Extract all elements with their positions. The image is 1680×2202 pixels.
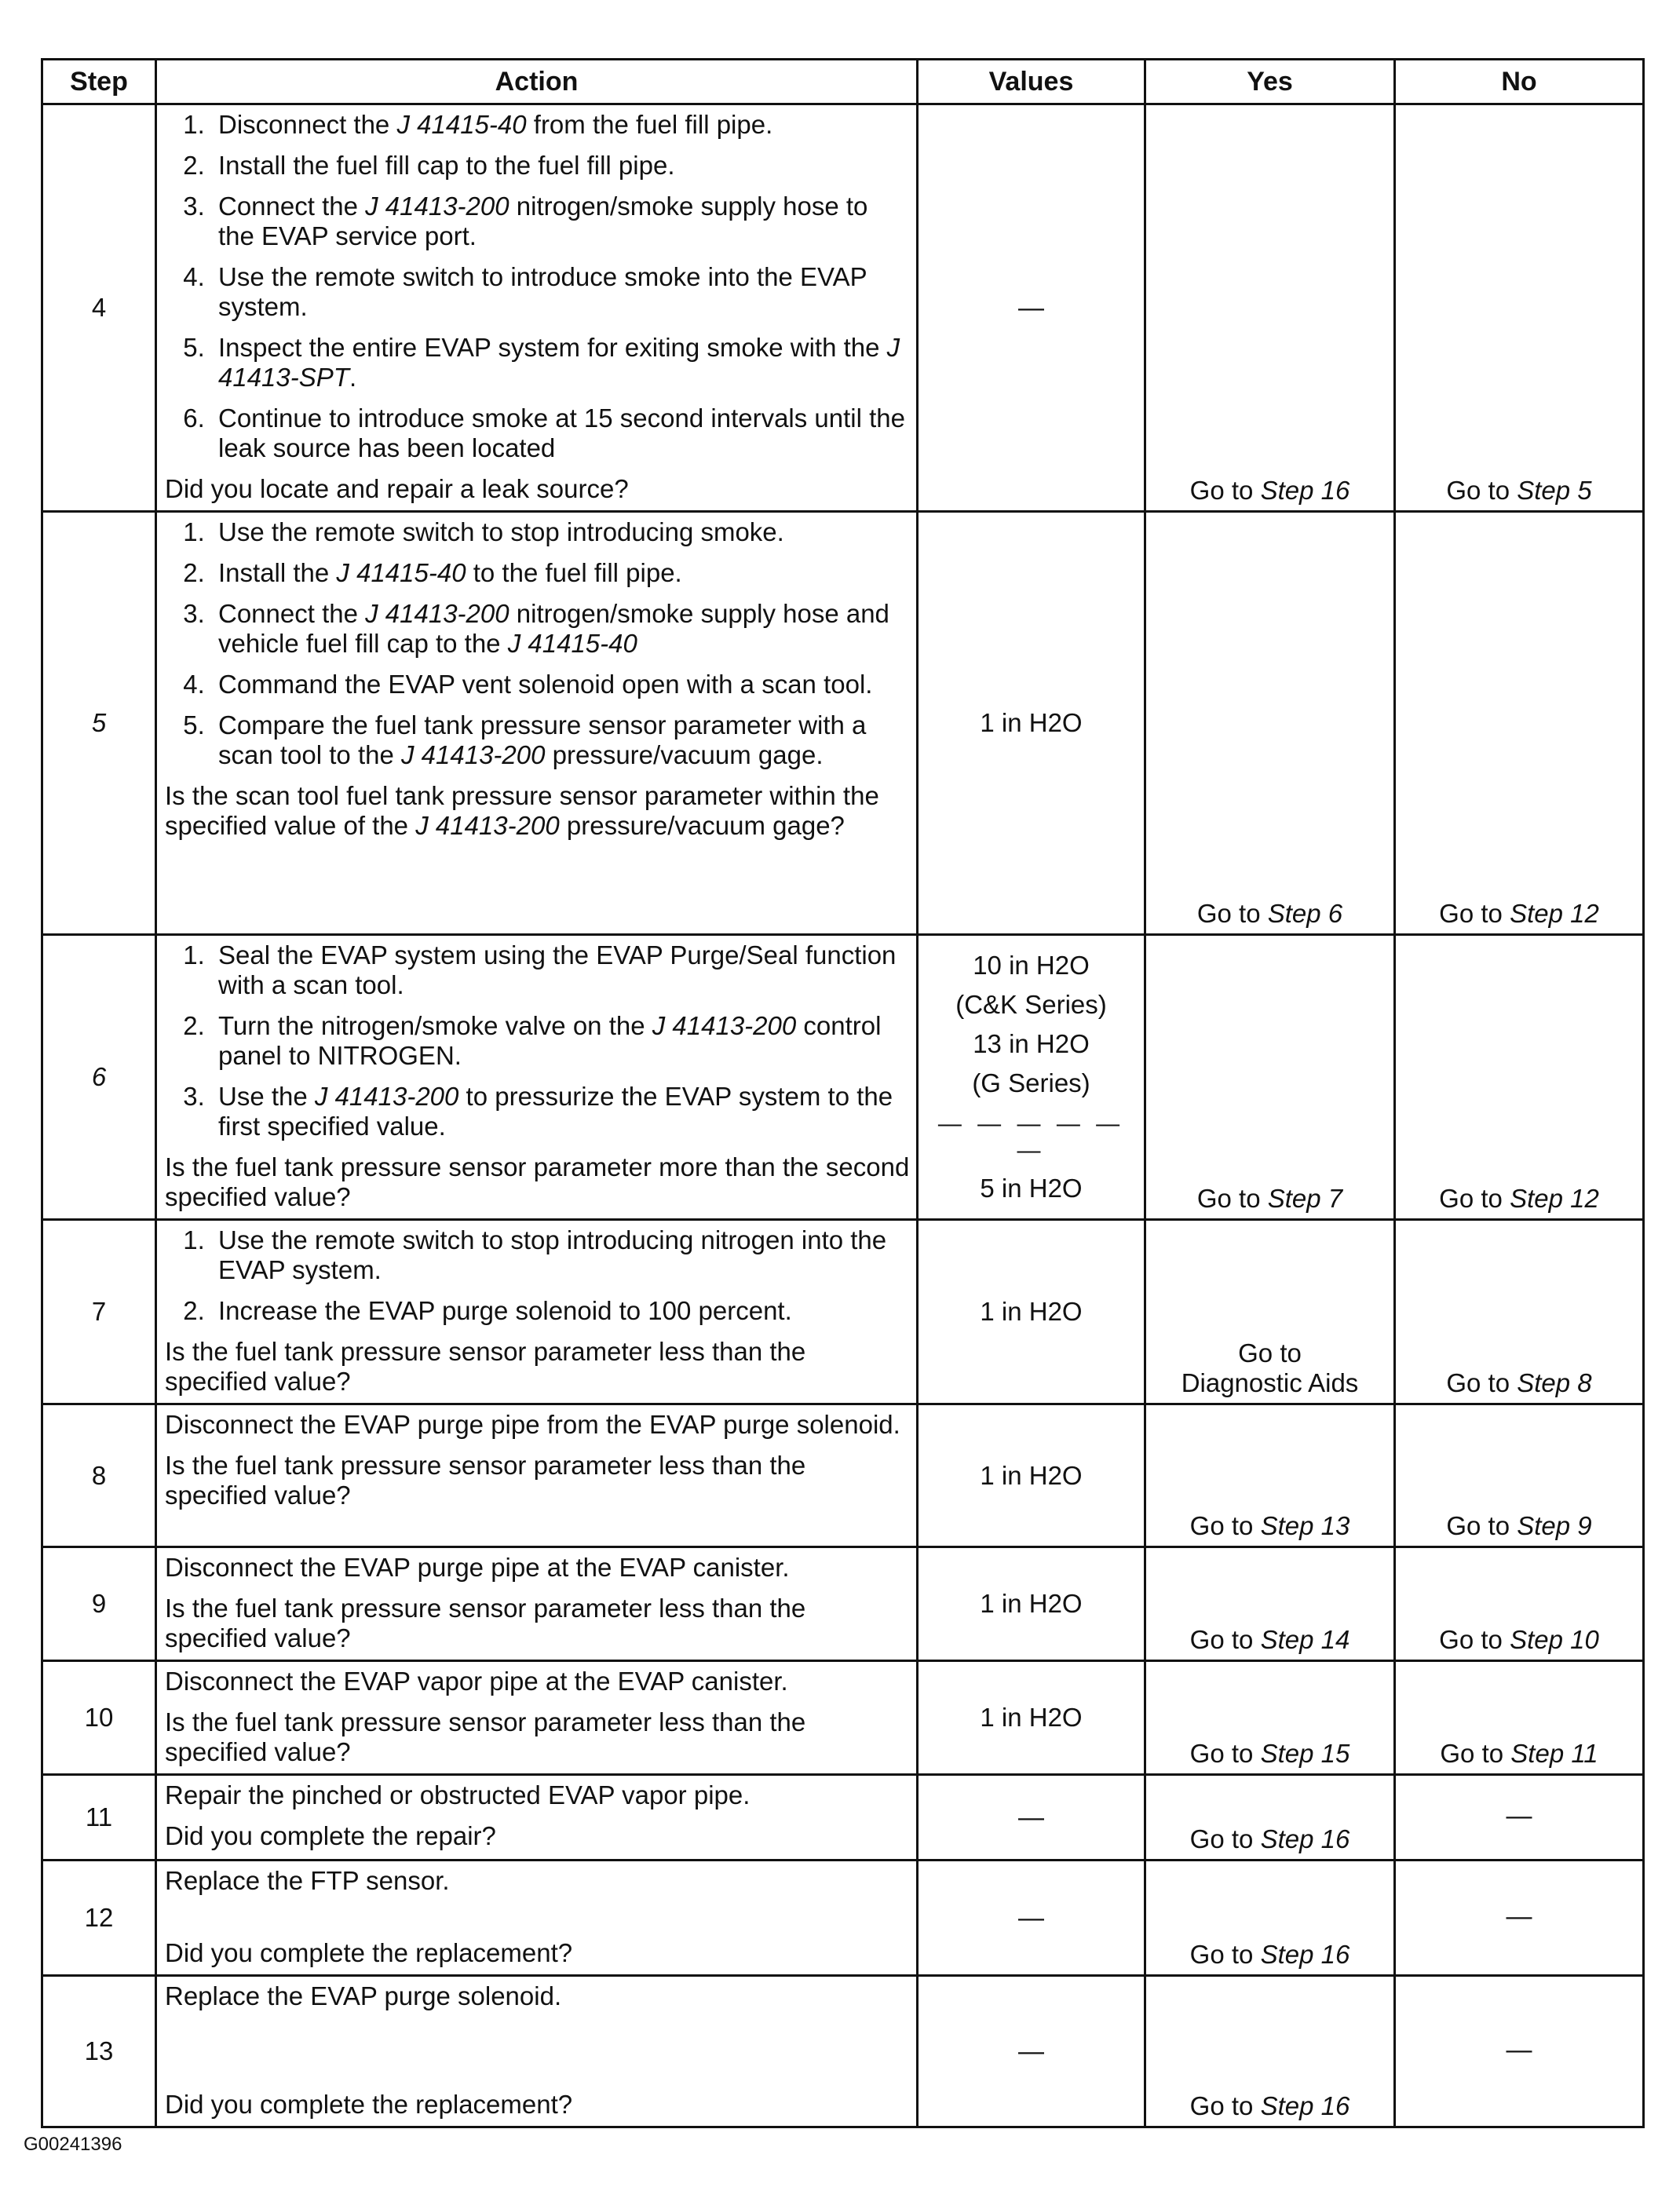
- no-cell: [1395, 1404, 1644, 1547]
- goto-step: Step 15: [1260, 1739, 1350, 1768]
- action-text: Replace the FTP sensor.: [165, 1866, 450, 1895]
- value-text: 1 in H2O: [980, 1589, 1083, 1618]
- value-text: —: [1018, 1802, 1044, 1831]
- no-cell: [1395, 1661, 1644, 1775]
- action-text: pressure/vacuum gage.: [545, 740, 824, 769]
- action-text: Use the: [218, 1082, 315, 1111]
- action-item: [212, 1225, 910, 1285]
- goto-prefix: Go to: [1238, 1338, 1302, 1368]
- values-cell: [918, 104, 1145, 512]
- header-step: Step: [42, 60, 156, 104]
- no-cell: [1395, 1775, 1644, 1861]
- action-item: [212, 110, 910, 140]
- goto-prefix: Go to: [1439, 899, 1510, 928]
- no-dash: —: [1506, 1800, 1532, 1830]
- step-number: 5: [42, 512, 156, 935]
- value-text: 1 in H2O: [980, 1460, 1083, 1490]
- no-cell: [1395, 104, 1644, 512]
- goto-step: Step 5: [1517, 476, 1592, 505]
- goto-target: Diagnostic Aids: [1181, 1368, 1359, 1397]
- action-text: from the fuel fill pipe.: [526, 110, 773, 139]
- action-question: Did you complete the replacement?: [165, 2090, 573, 2119]
- goto-step: Step 12: [1510, 1184, 1599, 1213]
- action-question: Did you complete the repair?: [165, 1821, 496, 1850]
- action-question: Is the fuel tank pressure sensor parameter less than the specified value?: [165, 1337, 806, 1396]
- action-text: Disconnect the EVAP purge pipe at the EVAP canister.: [165, 1553, 790, 1582]
- no-cell: [1395, 1861, 1644, 1976]
- action-question: Did you locate and repair a leak source?: [165, 474, 629, 503]
- table-row: [42, 1976, 1644, 2127]
- goto-prefix: Go to: [1446, 476, 1517, 505]
- action-item: [212, 517, 910, 547]
- yes-cell: [1145, 1775, 1395, 1861]
- action-text: Increase the EVAP purge solenoid to 100 percent.: [218, 1296, 792, 1325]
- yes-cell: [1145, 1661, 1395, 1775]
- action-cell: [156, 935, 918, 1220]
- action-list: [165, 1225, 910, 1326]
- table-row: [42, 104, 1644, 512]
- no-cell: [1395, 1220, 1644, 1404]
- table-body: [42, 104, 1644, 2127]
- step-number: 11: [42, 1775, 156, 1861]
- action-text: Command the EVAP vent solenoid open with a scan tool.: [218, 670, 873, 699]
- value-text: (C&K Series): [955, 990, 1107, 1019]
- tool-reference: J 41415-40: [396, 110, 527, 139]
- table-row: [42, 1220, 1644, 1404]
- step-number: 8: [42, 1404, 156, 1547]
- goto-step: Step 6: [1267, 899, 1343, 928]
- header-action: Action: [156, 60, 918, 104]
- action-list: [165, 940, 910, 1141]
- action-cell: [156, 1976, 918, 2127]
- action-text: Continue to introduce smoke at 15 second intervals until the leak source has been located: [218, 404, 906, 462]
- goto-prefix: Go to: [1189, 1511, 1261, 1540]
- no-dash: —: [1506, 2034, 1532, 2064]
- action-cell: [156, 1547, 918, 1661]
- value-text: 1 in H2O: [980, 1297, 1083, 1326]
- table-row: [42, 1404, 1644, 1547]
- action-text: Inspect the entire EVAP system for exiting smoke with the: [218, 333, 887, 362]
- goto-prefix: Go to: [1439, 1625, 1510, 1654]
- goto-step: Step 7: [1267, 1184, 1343, 1213]
- value-text: —: [1018, 2036, 1044, 2065]
- action-text: Disconnect the: [218, 110, 397, 139]
- action-text: nitrogen/smoke supply hose and vehicle fuel fill cap to the: [218, 599, 889, 658]
- goto-prefix: Go to: [1196, 899, 1268, 928]
- action-item: [212, 710, 910, 770]
- action-text: to the fuel fill pipe.: [466, 558, 682, 587]
- action-text: pressure/vacuum gage?: [559, 811, 845, 840]
- action-list: [165, 110, 910, 463]
- goto-step: Step 14: [1260, 1625, 1350, 1654]
- no-cell: [1395, 1976, 1644, 2127]
- yes-cell: [1145, 1404, 1395, 1547]
- tool-reference: J 41413-200: [365, 192, 509, 221]
- no-cell: [1395, 1547, 1644, 1661]
- tool-reference: J 41413-200: [652, 1011, 797, 1040]
- goto-step: Step 16: [1260, 1940, 1350, 1969]
- goto-prefix: Go to: [1446, 1511, 1517, 1540]
- step-number: 13: [42, 1976, 156, 2127]
- table-row: [42, 1775, 1644, 1861]
- action-question: Did you complete the replacement?: [165, 1938, 573, 1967]
- action-list: [165, 517, 910, 770]
- no-cell: [1395, 935, 1644, 1220]
- goto-prefix: Go to: [1440, 1739, 1511, 1768]
- action-text: control panel to NITROGEN.: [218, 1011, 882, 1070]
- values-cell: [918, 1976, 1145, 2127]
- step-number: 7: [42, 1220, 156, 1404]
- header-no: No: [1395, 60, 1644, 104]
- values-cell: [918, 1775, 1145, 1861]
- action-text: Disconnect the EVAP vapor pipe at the EVAP canister.: [165, 1667, 788, 1696]
- action-item: [212, 1011, 910, 1071]
- action-text: to pressurize the EVAP system to the first specified value.: [218, 1082, 893, 1141]
- yes-cell: [1145, 512, 1395, 935]
- yes-cell: [1145, 1547, 1395, 1661]
- values-cell: [918, 512, 1145, 935]
- yes-cell: [1145, 1976, 1395, 2127]
- action-cell: [156, 1404, 918, 1547]
- goto-prefix: Go to: [1189, 1824, 1261, 1853]
- step-number: 4: [42, 104, 156, 512]
- tool-reference: J 41413-200: [314, 1082, 459, 1111]
- action-item: [212, 262, 910, 322]
- header-row: [42, 60, 1644, 104]
- step-number: 9: [42, 1547, 156, 1661]
- goto-prefix: Go to: [1439, 1184, 1510, 1213]
- diagnostic-table: [41, 58, 1645, 2128]
- tool-reference: J 41413-200: [365, 599, 509, 628]
- goto-step: Step 13: [1260, 1511, 1350, 1540]
- table-row: [42, 512, 1644, 935]
- values-cell: [918, 1547, 1145, 1661]
- yes-cell: [1145, 1861, 1395, 1976]
- action-cell: [156, 1861, 918, 1976]
- value-text: 1 in H2O: [980, 1703, 1083, 1732]
- yes-cell: [1145, 1220, 1395, 1404]
- tool-reference: J 41413-SPT: [218, 333, 900, 392]
- goto-step: Step 9: [1517, 1511, 1592, 1540]
- action-cell: [156, 1661, 918, 1775]
- action-item: [212, 404, 910, 463]
- figure-id: G00241396: [24, 2134, 122, 2155]
- action-text: Use the remote switch to introduce smoke into the EVAP system.: [218, 262, 867, 321]
- action-question: Is the fuel tank pressure sensor parameter less than the specified value?: [165, 1707, 806, 1766]
- action-question: Is the fuel tank pressure sensor parameter less than the specified value?: [165, 1594, 806, 1652]
- action-question: Is the fuel tank pressure sensor parameter less than the specified value?: [165, 1451, 806, 1510]
- action-text: Disconnect the EVAP purge pipe from the EVAP purge solenoid.: [165, 1410, 900, 1439]
- action-text: Connect the: [218, 192, 366, 221]
- goto-step: Step 11: [1510, 1739, 1598, 1768]
- value-text: 13 in H2O: [973, 1029, 1090, 1058]
- action-cell: [156, 512, 918, 935]
- goto-prefix: Go to: [1189, 1940, 1261, 1969]
- step-number: 12: [42, 1861, 156, 1976]
- action-item: [212, 1296, 910, 1326]
- step-number: 10: [42, 1661, 156, 1775]
- action-text: Seal the EVAP system using the EVAP Purge/Seal function with a scan tool.: [218, 940, 897, 999]
- goto-step: Step 16: [1260, 2091, 1350, 2120]
- goto-step: Step 16: [1260, 476, 1350, 505]
- action-text: Install the: [218, 558, 337, 587]
- action-question: Is the fuel tank pressure sensor parameter more than the second specified value?: [165, 1152, 910, 1211]
- values-cell: [918, 1861, 1145, 1976]
- action-item: [212, 1082, 910, 1141]
- no-dash: —: [1506, 1901, 1532, 1930]
- action-text: Use the remote switch to stop introducing smoke.: [218, 517, 784, 546]
- table-row: [42, 1661, 1644, 1775]
- table-row: [42, 1547, 1644, 1661]
- goto-step: Step 10: [1510, 1625, 1599, 1654]
- action-cell: [156, 1775, 918, 1861]
- action-text: Replace the EVAP purge solenoid.: [165, 1981, 562, 2010]
- action-text: Connect the: [218, 599, 366, 628]
- goto-prefix: Go to: [1189, 1625, 1261, 1654]
- value-text: (G Series): [972, 1068, 1090, 1097]
- tool-reference: J 41415-40: [336, 558, 466, 587]
- action-text: Use the remote switch to stop introducing nitrogen into the EVAP system.: [218, 1225, 887, 1284]
- no-cell: [1395, 512, 1644, 935]
- action-cell: [156, 104, 918, 512]
- values-cell: [918, 935, 1145, 1220]
- action-item: [212, 599, 910, 659]
- yes-cell: [1145, 104, 1395, 512]
- step-number: 6: [42, 935, 156, 1220]
- action-question: [165, 781, 910, 841]
- goto-prefix: Go to: [1189, 1739, 1261, 1768]
- action-item: [212, 670, 910, 699]
- action-text: nitrogen/smoke supply hose to the EVAP service port.: [218, 192, 868, 250]
- value-text: 5 in H2O: [980, 1174, 1083, 1203]
- values-divider: — — — — — —: [937, 1111, 1125, 1163]
- action-item: [212, 940, 910, 1000]
- header-yes: Yes: [1145, 60, 1395, 104]
- header-values: Values: [918, 60, 1145, 104]
- value-text: —: [1018, 1903, 1044, 1932]
- action-text: Compare the fuel tank pressure sensor parameter with a scan tool to the: [218, 710, 867, 769]
- action-text: .: [349, 363, 357, 392]
- goto-prefix: Go to: [1189, 2091, 1261, 2120]
- action-item: [212, 558, 910, 588]
- tool-reference: J 41415-40: [507, 629, 637, 658]
- action-text: Repair the pinched or obstructed EVAP vapor pipe.: [165, 1780, 751, 1809]
- action-text: Turn the nitrogen/smoke valve on the: [218, 1011, 652, 1040]
- action-item: [212, 333, 910, 393]
- table-row: [42, 935, 1644, 1220]
- values-cell: [918, 1404, 1145, 1547]
- action-item: [212, 192, 910, 251]
- value-text: 10 in H2O: [973, 951, 1090, 980]
- table-row: [42, 1861, 1644, 1976]
- goto-step: Step 12: [1510, 899, 1599, 928]
- goto-step: Step 16: [1260, 1824, 1350, 1853]
- goto-prefix: Go to: [1196, 1184, 1268, 1213]
- value-text: 1 in H2O: [980, 708, 1083, 737]
- goto-step: Step 8: [1517, 1368, 1592, 1397]
- goto-prefix: Go to: [1189, 476, 1261, 505]
- action-cell: [156, 1220, 918, 1404]
- tool-reference: J 41413-200: [415, 811, 560, 840]
- goto-prefix: Go to: [1446, 1368, 1517, 1397]
- action-item: [212, 151, 910, 181]
- value-text: —: [1018, 293, 1044, 322]
- tool-reference: J 41413-200: [400, 740, 546, 769]
- action-text: Install the fuel fill cap to the fuel fill pipe.: [218, 151, 675, 180]
- values-cell: [918, 1661, 1145, 1775]
- yes-cell: [1145, 935, 1395, 1220]
- action-text: Is the scan tool fuel tank pressure sensor parameter within the specified value of the: [165, 781, 879, 840]
- values-cell: [918, 1220, 1145, 1404]
